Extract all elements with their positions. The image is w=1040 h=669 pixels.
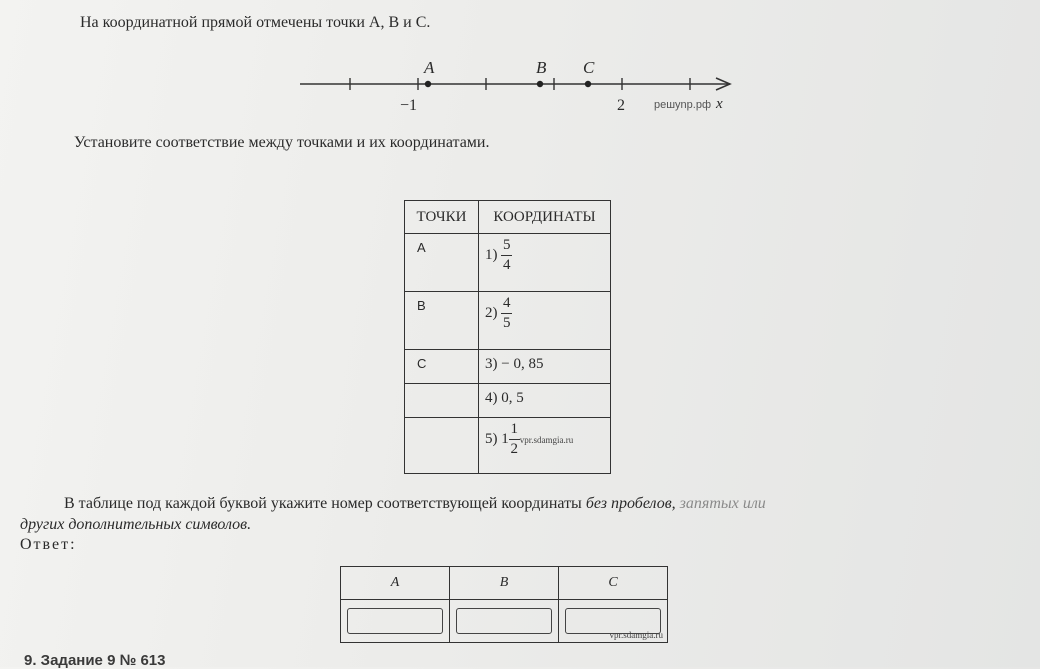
point-cell-b: B xyxy=(405,292,479,350)
point-cell-c: C xyxy=(405,350,479,384)
point-b-dot xyxy=(537,81,543,87)
number-line xyxy=(290,56,740,118)
point-cell-empty xyxy=(405,384,479,418)
coord-option-4: 4) 0, 5 xyxy=(479,384,611,418)
tick-label-two: 2 xyxy=(617,97,625,114)
point-label-a: A xyxy=(424,58,435,77)
problem-statement: На координатной прямой отмечены точки A, B и C. xyxy=(80,14,431,31)
fraction: $\frac{4}{5}$ xyxy=(503,295,511,331)
point-cell-empty xyxy=(405,418,479,474)
answer-table xyxy=(340,566,668,643)
answer-input-a[interactable] xyxy=(347,608,443,634)
answer-label: Ответ: xyxy=(20,536,77,553)
point-cell-a: A xyxy=(405,234,479,292)
axis-label-x: x xyxy=(716,96,723,112)
coord-option-1: 1) $\frac{5}{4}$ xyxy=(479,234,611,292)
point-a-dot xyxy=(425,81,431,87)
answer-cell-c xyxy=(559,600,668,643)
answer-instructions: В таблице под каждой буквой укажите номер соответствующей координаты без пробелов, запятых или xyxy=(64,495,766,512)
coord-option-5: 5) 1 $\frac{1}{2}$ vpr.sdamgia.ru xyxy=(479,418,611,474)
table-watermark: vpr.sdamgia.ru xyxy=(519,434,574,445)
tick-label-minus-one: −1 xyxy=(400,97,418,114)
next-task-label[interactable]: 9. Задание 9 № 613 xyxy=(24,652,166,669)
point-label-c: C xyxy=(583,58,595,77)
point-c-dot xyxy=(585,81,591,87)
answer-watermark: vpr.sdamgia.ru xyxy=(609,630,663,640)
answer-cell-b xyxy=(450,600,559,643)
answer-header-a: A xyxy=(341,567,450,600)
fraction: $\frac{1}{2}$ xyxy=(510,421,518,457)
fraction: $\frac{5}{4}$ xyxy=(503,237,511,273)
coord-option-2: 2) $\frac{4}{5}$ xyxy=(479,292,611,350)
matching-table xyxy=(404,200,611,474)
header-points: ТОЧКИ xyxy=(405,201,479,234)
answer-input-b[interactable] xyxy=(456,608,552,634)
coord-option-3: 3) − 0, 85 xyxy=(479,350,611,384)
point-label-b: B xyxy=(536,58,547,77)
site-watermark: решуnp.рф xyxy=(654,99,712,111)
answer-header-c: C xyxy=(559,567,668,600)
problem-instruction: Установите соответствие между точками и их координатами. xyxy=(74,134,490,151)
answer-instructions-cont: других дополнительных символов. xyxy=(20,516,252,533)
answer-header-b: B xyxy=(450,567,559,600)
answer-cell-a xyxy=(341,600,450,643)
header-coordinates: КООРДИНАТЫ xyxy=(479,201,611,234)
